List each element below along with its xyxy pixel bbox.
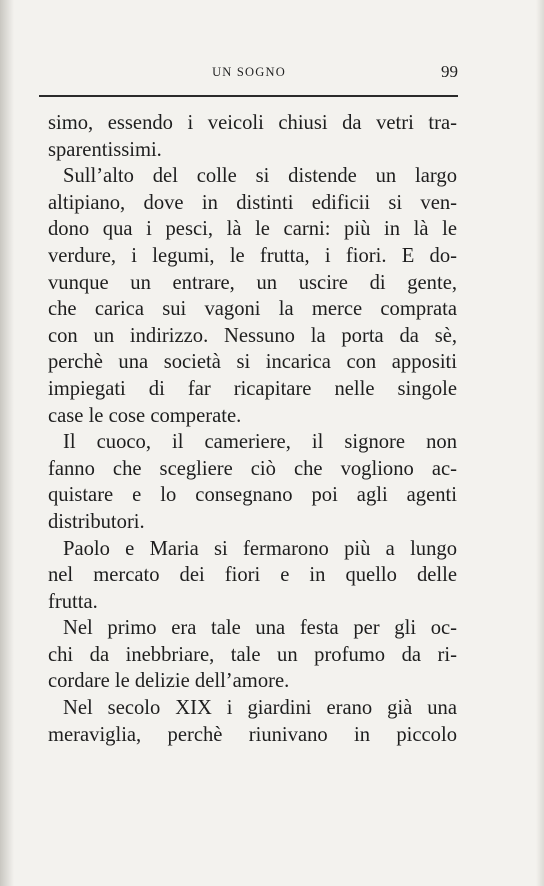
text-line: vunque un entrare, un uscire di gente, xyxy=(48,271,457,294)
text-line: nel mercato dei fiori e in quello delle xyxy=(48,564,457,587)
text-line: con un indirizzo. Nessuno la porta da sè, xyxy=(48,324,457,347)
text-line: che carica sui vagoni la merce comprata xyxy=(48,298,457,321)
text-line: impiegati di far ricapitare nelle singole xyxy=(48,377,457,400)
text-line: chi da inebbriare, tale un profumo da ri- xyxy=(48,643,457,666)
text-line: dono qua i pesci, là le carni: più in là le xyxy=(48,218,457,241)
page-edge-shadow xyxy=(0,0,14,886)
running-head xyxy=(40,62,458,84)
text-line: perchè una società si incarica con appositi xyxy=(48,351,457,374)
text-line: Nel primo era tale una festa per gli oc- xyxy=(63,617,457,640)
text-line: fanno che scegliere ciò che vogliono ac- xyxy=(48,457,457,480)
text-line: meraviglia, perchè riunivano in piccolo xyxy=(48,723,457,746)
text-line: Paolo e Maria si fermarono più a lungo xyxy=(63,537,457,560)
text-line: altipiano, dove in distinti edificii si ven- xyxy=(48,191,457,214)
text-line: quistare e lo consegnano poi agli agenti xyxy=(48,484,457,507)
page-number: 99 xyxy=(441,62,458,81)
text-line: verdure, i legumi, le frutta, i fiori. E do- xyxy=(48,244,457,267)
header-rule xyxy=(39,95,458,97)
text-line: case le cose comperate. xyxy=(48,404,242,427)
body-text xyxy=(48,110,457,748)
page-edge-shadow-right xyxy=(536,0,544,886)
text-line: Nel secolo XIX i giardini erano già una xyxy=(63,697,457,720)
running-title: UN SOGNO xyxy=(212,65,286,79)
text-line: Il cuoco, il cameriere, il signore non xyxy=(63,431,457,454)
text-line: distributori. xyxy=(48,510,145,533)
text-line: cordare le delizie dell’amore. xyxy=(48,670,290,693)
text-line: Sull’alto del colle si distende un largo xyxy=(63,165,457,188)
text-line: frutta. xyxy=(48,590,98,613)
text-line: sparentissimi. xyxy=(48,138,162,161)
text-line: simo, essendo i veicoli chiusi da vetri tra- xyxy=(48,112,457,134)
